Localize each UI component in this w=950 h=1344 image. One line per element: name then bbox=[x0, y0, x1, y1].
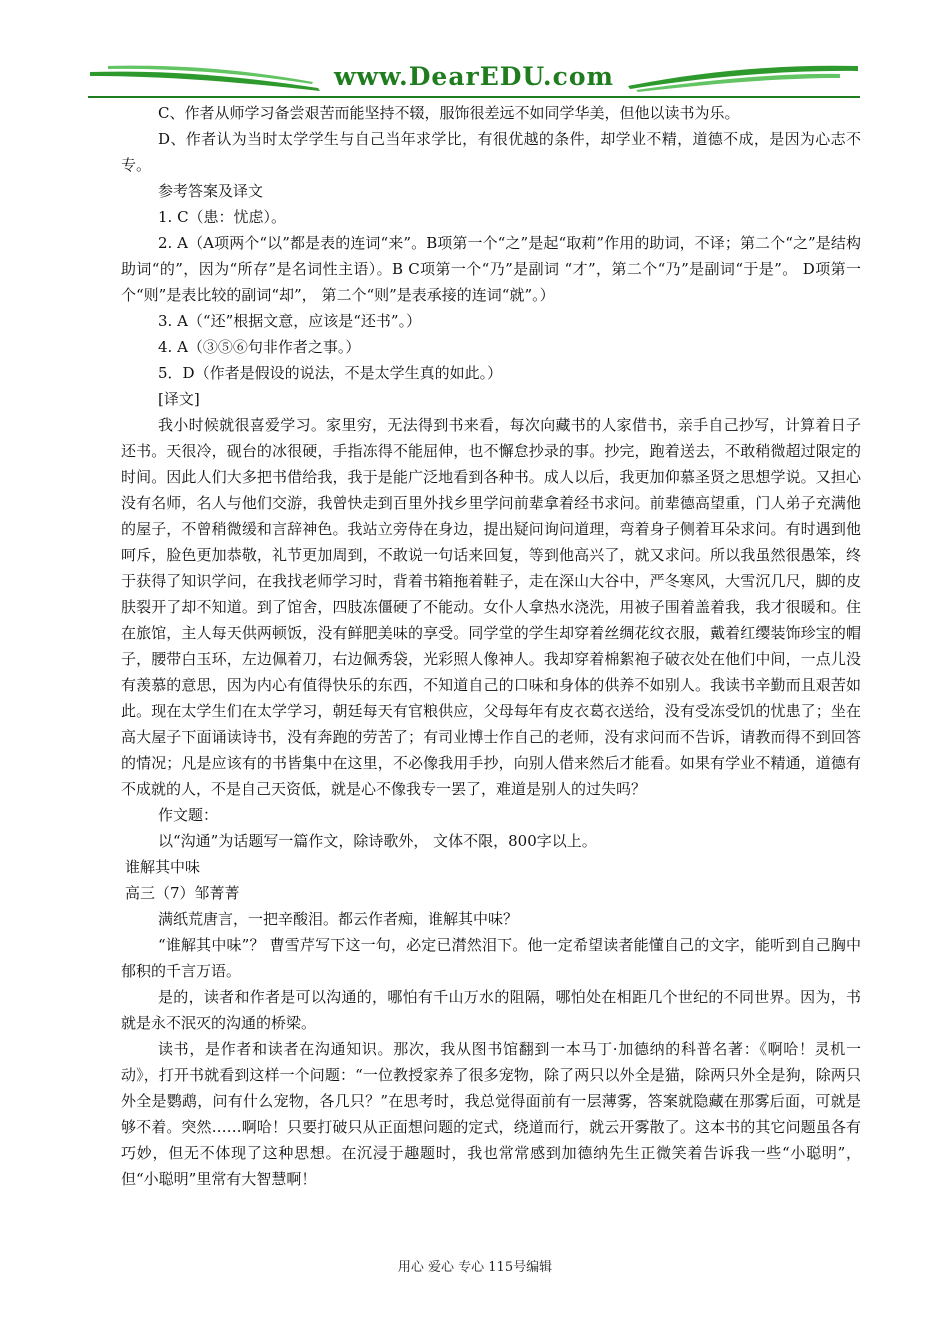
translation-text: 我小时候就很喜爱学习。家里穷，无法得到书来看，每次向藏书的人家借书，亲手自己抄写，计算着日子还书。天很冷，砚台的冰很硬，手指冻得不能屈伸，也不懈怠抄录的事。抄完，跑着送去，不敢稍微超过限定的时间。因此人们大多把书借给我，我于是能广泛地看到各种书。成人以后，我更加仰慕圣贤之思想学说。又担心没有名师，名人与他们交游，我曾快走到百里外找乡里学问前辈拿着经书求问。前辈德高望重，门人弟子充满他的屋子，不曾稍微缓和言辞神色。我站立旁侍在身边，提出疑问询问道理，弯着身子侧着耳朵求问。有时遇到他呵斥，脸色更加恭敬，礼节更加周到，不敢说一句话来回复，等到他高兴了，就又求问。所以我虽然很愚笨，终于获得了知识学问，在我找老师学习时，背着书箱拖着鞋子，走在深山大谷中，严冬寒风，大雪沉几尺，脚的皮肤裂开了却不知道。到了馆舍，四肢冻僵硬了不能动。女仆人拿热水浇洗，用被子围着盖着我，我才很暖和。住在旅馆，主人每天供两顿饭，没有鲜肥美味的享受。同学堂的学生却穿着丝绸花纹衣服，戴着红缨装饰珍宝的帽子，腰带白玉环，左边佩着刀，右边佩秀袋，光彩照人像神人。我却穿着棉絮袍子破衣处在他们中间，一点儿没有羡慕的意思，因为内心有值得快乐的东西，不知道自己的口味和身体的供养不如别人。我读书辛勤而且艰苦如此。现在太学生们在太学学习，朝廷每天有官粮供应，父母每年有皮衣葛衣送给，没有受冻受饥的忧患了；坐在高大屋子下面诵读诗书，没有奔跑的劳苦了；有司业博士作自己的老师，没有求问而不告诉，请教而得不到回答的情况；凡是应该有的书皆集中在这里，不必像我用手抄，向别人借来然后才能看。如果有学业不精通，道德有不成就的人，不是自己天资低，就是心不像我专一罢了，难道是别人的过失吗？ bbox=[121, 416, 861, 798]
option-c: C、作者从师学习备尝艰苦而能坚持不辍，服饰很差远不如同学华美，但他以读书为乐。 bbox=[158, 104, 740, 122]
composition-heading: 作文题： bbox=[158, 806, 219, 824]
essay-paragraph: 满纸荒唐言，一把辛酸泪。都云作者痴，谁解其中味？ bbox=[158, 910, 519, 928]
composition-prompt: 以“沟通”为话题写一篇作文，除诗歌外， 文体不限，800字以上。 bbox=[158, 832, 597, 850]
essay-paragraph: 是的，读者和作者是可以沟通的，哪怕有千山万水的阻隔，哪怕处在相距几个世纪的不同世界。因为，书就是永不泯灭的沟通的桥梁。 bbox=[121, 988, 861, 1032]
answer-3: 3. A（“还”根据文意，应该是“还书”。） bbox=[158, 312, 422, 330]
document-body bbox=[121, 100, 861, 1192]
answer-4: 4. A（③⑤⑥句非作者之事。） bbox=[158, 338, 361, 356]
option-d: D、作者认为当时太学学生与自己当年求学比，有很优越的条件，却学业不精，道德不成，是因为心志不专。 bbox=[121, 130, 861, 174]
answer-5: 5．D（作者是假设的说法，不是太学生真的如此。） bbox=[158, 364, 503, 382]
answers-heading: 参考答案及译文 bbox=[158, 182, 264, 200]
page-footer: 用心 爱心 专心 115号编辑 bbox=[397, 1260, 553, 1275]
translation-heading: [译文] bbox=[158, 390, 200, 408]
essay-author: 高三（7）邹菁菁 bbox=[125, 884, 240, 902]
essay-paragraph: 读书，是作者和读者在沟通知识。那次，我从图书馆翻到一本马丁·加德纳的科普名著：《啊哈！灵机一动》，打开书就看到这样一个问题：“一位教授家养了很多宠物，除了两只以外全是猫，除两只外全是狗，除两只外全是鹦鹉，问有什么宠物，各几只？”在思考时，我总觉得面前有一层薄雾，答案就隐藏在那雾后面，可就是够不着。突然……啊哈！只要打破只从正面想问题的定式，绕道而行，就云开雾散了。这本书的其它问题虽各有巧妙，但无不体现了这种思想。在沉浸于趣题时，我也常常感到加德纳先生正微笑着告诉我一些“小聪明”，但“小聪明”里常有大智慧啊！ bbox=[121, 1040, 861, 1188]
page-header bbox=[88, 60, 860, 100]
essay-title: 谁解其中味 bbox=[125, 858, 201, 876]
essay-paragraph: “谁解其中味”？ 曹雪芹写下这一句，必定已潸然泪下。他一定希望读者能懂自己的文字，能听到自己胸中郁积的千言万语。 bbox=[121, 936, 861, 980]
answer-1: 1. C（患：忧虑）。 bbox=[158, 208, 287, 226]
answer-2: 2. A（A项两个“以”都是表的连词“来”。B项第一个“之”是起“取莉”作用的助词，不译；第二个“之”是结构助词“的”，因为“所存”是名词性主语）。B C项第一个“乃”是副词 “才”，第二个“乃”是副词“于是”。 D项第一个“则”是表比较的副词“却”， 第二个“则”是表承接的连词“就”。） bbox=[121, 234, 861, 304]
site-logo: www.DearEDU.com bbox=[333, 62, 614, 91]
